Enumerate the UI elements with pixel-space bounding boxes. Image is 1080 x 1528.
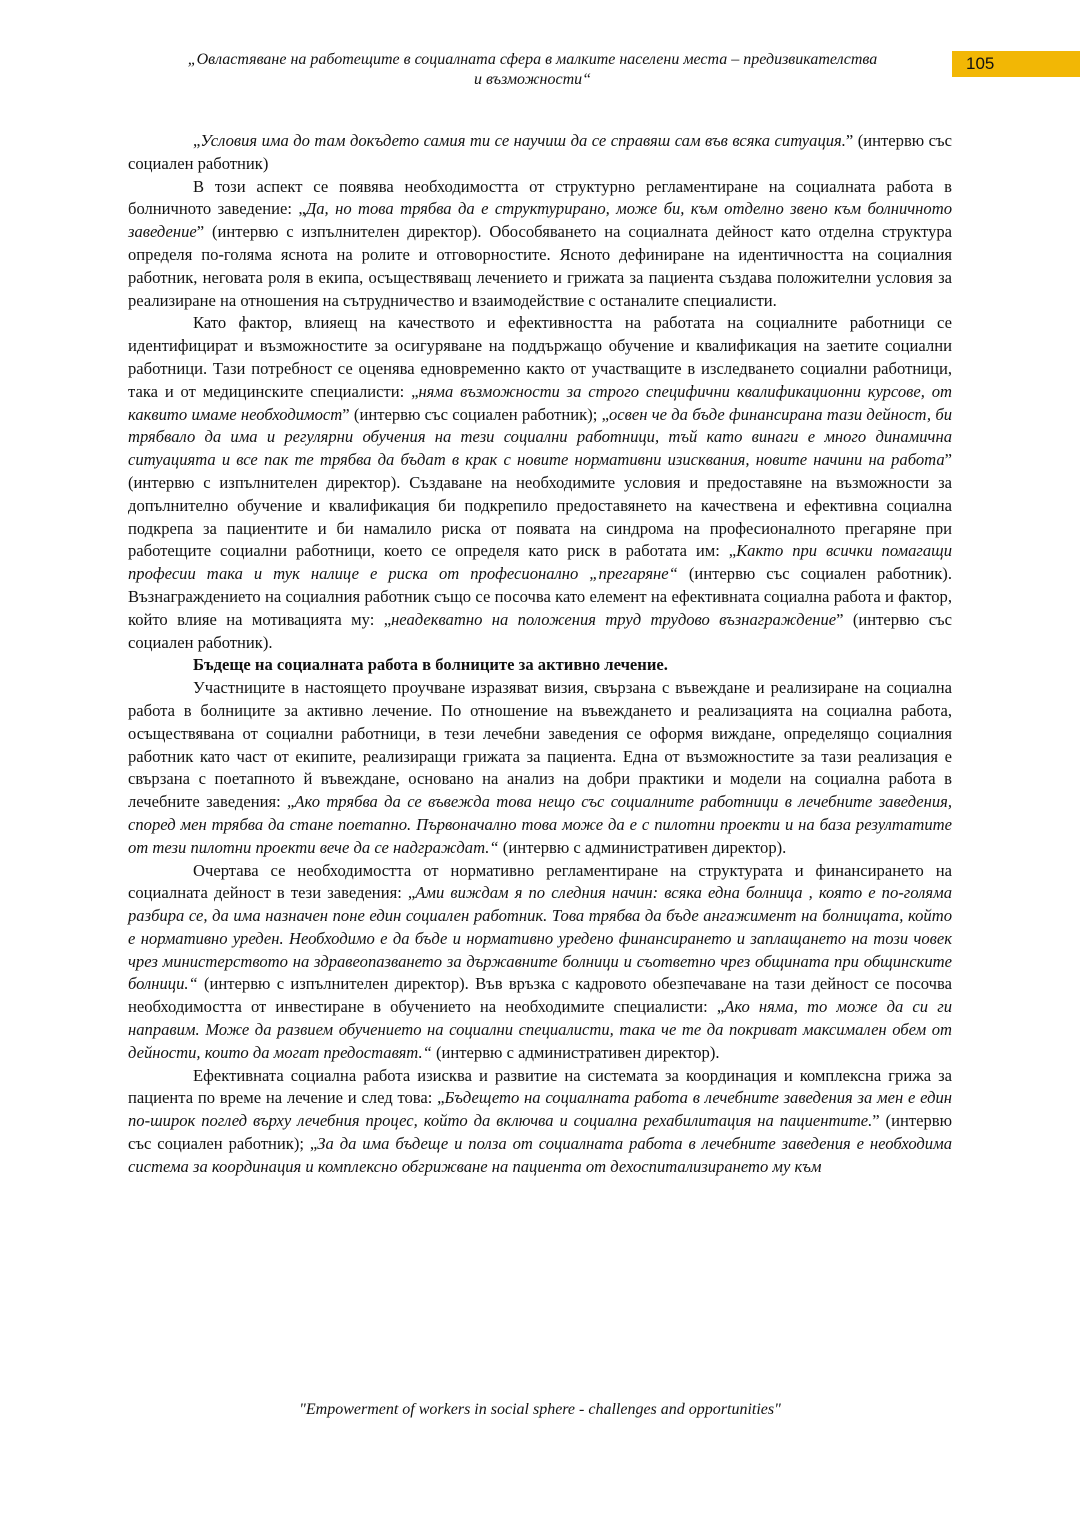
body-text: (интервю с административен директор).	[431, 1042, 720, 1062]
quote-text: неадекватно на положения труд трудово възнаграждение	[391, 609, 837, 629]
quote-text: Условия има до там докъдето самия ти се научиш да се справяш сам във всяка ситуация.	[200, 131, 846, 150]
body-text: (интервю с административен директор).	[498, 837, 787, 857]
body-text: ” (интервю с изпълнителен директор). Създаване на необходимите условия и предоставяне на възможности за допълнително обучение и квалификация би подкрепило предоставянето на качествена и ефективна социална подкрепа за пациентите и би намалило риска от появата на синдрома на професионалното прегаряне при работещите социални работници, което се определя като риск в работата им: „	[128, 450, 952, 561]
heading-text: Бъдеще на социалната работа в болниците за активно лечение.	[193, 655, 668, 675]
body-text: В този аспект се появява необходимостта от структурно регламентиране на социалната работа в болничното заведение: „	[128, 176, 952, 219]
body-text: (интервю със социален работник). Възнаграждението на социалния работник също се посочва като елемент на ефективната социална работа и фактор, който влияе на мотивацията му: „	[128, 564, 952, 629]
paragraph-5	[128, 860, 952, 1065]
paragraph-2	[128, 176, 952, 313]
paragraph-3	[128, 312, 952, 654]
body-text: ” (интервю със социален работник)	[128, 131, 952, 173]
body-text: Участниците в настоящето проучване изразяват визия, свързана с въвеждане и реализиране на социална работа в болниците за активно лечение. По отношение на въвеждането и реализацията на социална работа, осъществявана от социални работници, в тези лечебни заведения се оформя виждане, определящо социалния работник като част от екипите, реализиращи грижата за пациента. Една от възможностите за тази реализация е свързана с поетапното й въвеждане, основано на анализ на добри практики и модели на социална работа в лечебните заведения: „	[128, 678, 952, 812]
paragraph-4	[128, 677, 952, 859]
body-text: Очертава се необходимостта от нормативно регламентиране на структурата и финансирането на социалната дейност в тези заведения: „	[128, 860, 952, 903]
body-text: (интервю с изпълнителен директор). Във връзка с кадровото обезпечаване на тази дейност се посочва необходимостта от инвестиране в обучението на необходимите специалисти: „	[128, 974, 952, 1017]
quote-text: Да, но това трябва да е структурирано, може би, към отделно звено към болничното заведение	[128, 199, 952, 242]
body-text: ” (интервю с изпълнителен директор). Обособяването на социалната дейност като отделна структура определя по-голяма яснота на ролите и отговорностите. Ясното дефиниране на идентичността на социалния работник, неговата роля в екипа, осъществяващ лечението и грижата за пациента създава положителни условия за реализиране на отношения на сътрудничество и взаимодействие с останалите специалисти.	[128, 222, 952, 310]
body-text: ” (интервю със социален работник); „	[342, 404, 609, 424]
quote-text: Ами виждам я по следния начин: всяка една болница , която е по-голяма разбира се, да има назначен поне един социален работник. Това трябва да бъде ангажимент на болницата, който е нормативно уреден. Необходимо е да бъде и нормативно уредено финансирането и заплащането на този човек чрез министерството на здравеопазването за държавните болници и съответно чрез общината при общинските болници.“	[128, 883, 952, 994]
quote-text: За да има бъдеще и полза от социалната работа в лечебните заведения е необходима система за координация и комплексно обгрижване на пациента от дехоспитализирането му към	[128, 1134, 952, 1176]
page-number-badge: 105	[952, 51, 1080, 77]
header-title-line1: „Овластяване на работещите в социалната сфера в малките населени места – предизвикателства	[187, 51, 878, 68]
running-header	[120, 50, 945, 90]
paragraph-1	[128, 130, 952, 176]
running-footer: "Empowerment of workers in social sphere - challenges and opportunities"	[299, 1401, 781, 1418]
quote-text: Бъдещето на социалната работа в лечебните заведения за мен е един по-широк поглед върху лечебния процес, който да включва и социална рехабилитация на пациентите.	[128, 1088, 952, 1131]
quote-text: Ако няма, то може да си ги направим. Може да развием обучението на социални специалисти, така че те да покриват максимален обем от дейности, които да могат предоставят.“	[128, 997, 952, 1062]
body-text: ” (интервю със социален работник); „	[128, 1111, 952, 1154]
body-text: Като фактор, влияещ на качеството и ефективността на работата на социалните работници се идентифицират и възможностите за осигуряване на поддържащо обучение и квалификация на заетите социални работници. Тази потребност се оценява едновременно както от участващите в изследването социални работници, така и от медицинските специалисти: „	[128, 313, 952, 401]
paragraph-6	[128, 1065, 952, 1179]
section-heading	[128, 654, 952, 677]
quote-text: няма възможности за строго специфични квалификационни курсове, от каквито имаме необходимост	[128, 381, 952, 424]
header-title-line2: и възможности“	[473, 71, 592, 88]
quote-text: освен че да бъде финансирана тази дейност, би трябвало да има и регулярни обучения на тези социални работници, тъй като винаги е много динамична ситуацията и все пак те трябва да бъдат в крак с новите нормативни изисквания, новите начини на работа	[128, 404, 952, 470]
body-text: „	[193, 131, 201, 150]
main-text	[128, 130, 952, 1179]
quote-text: Както при всички помагащи професии така и тук налице е риска от професионално „прегаряне“	[128, 541, 952, 584]
body-text: ” (интервю със социален работник).	[128, 609, 953, 652]
body-text: Ефективната социална работа изисква и развитие на системата за координация и комплексна грижа за пациента по време на лечение и след това: „	[128, 1065, 952, 1108]
quote-text: Ако трябва да се въвежда това нещо със социалните работници в лечебните заведения, според мен трябва да стане поетапно. Първоначално това може да е с пилотни проекти и на база резултатите от тези пилотни проекти вече да се надграждат.“	[128, 792, 952, 857]
